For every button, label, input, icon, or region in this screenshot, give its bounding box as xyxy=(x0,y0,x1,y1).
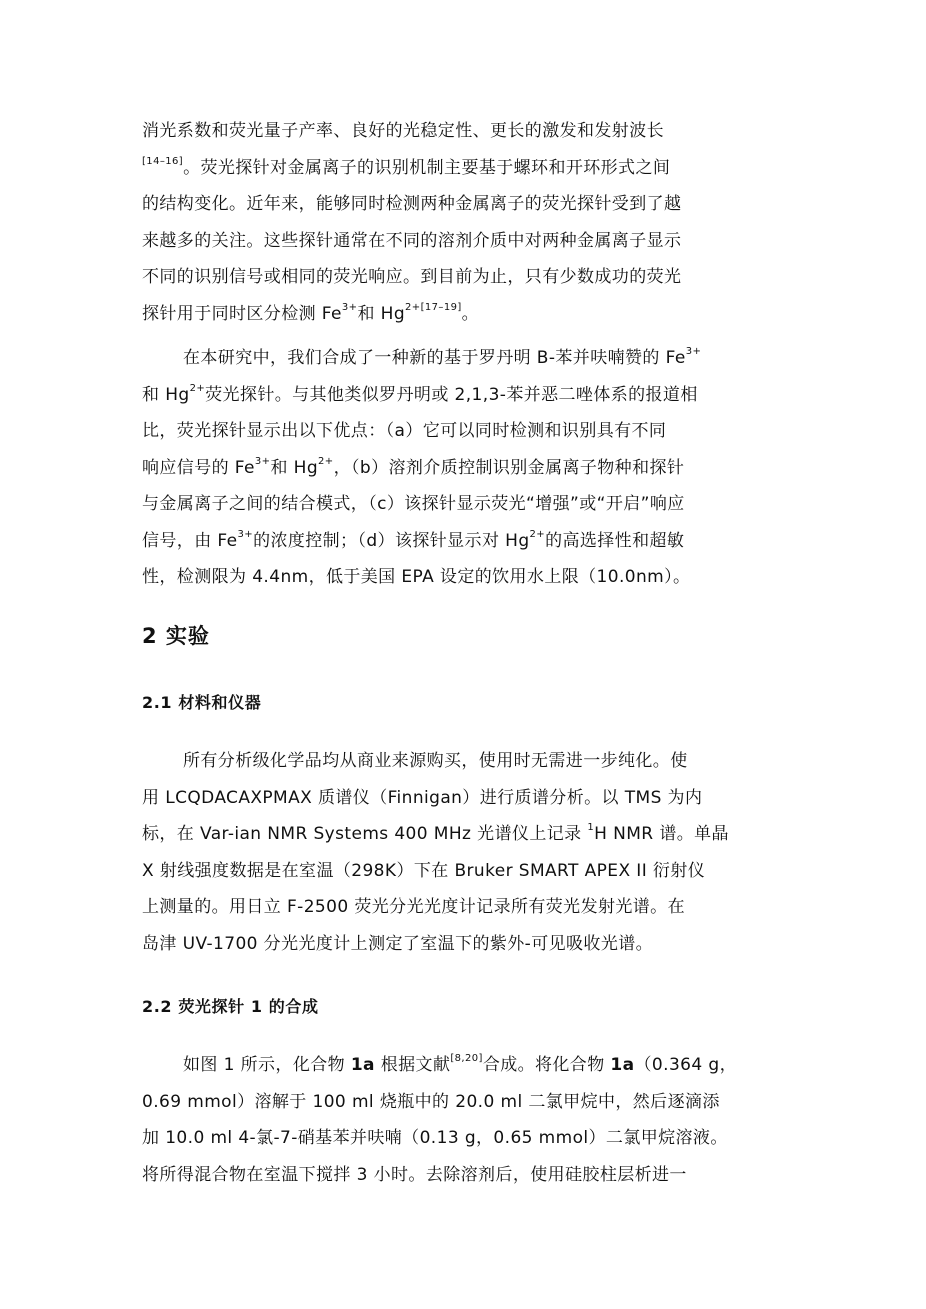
text-line: 不同的识别信号或相同的荧光响应。到目前为止，只有少数成功的荧光 xyxy=(142,267,682,287)
text-line: 所有分析级化学品均从商业来源购买，使用时无需进一步纯化。使 xyxy=(183,751,688,771)
text-line: 上测量的。用日立 F-2500 荧光分光光度计记录所有荧光发射光谱。在 xyxy=(142,897,685,917)
text-line: 和 $Hg^{2+}$荧光探针。与其他类似罗丹明或 2,1,3-苯并恶二唑体系的报道相 xyxy=(142,382,698,405)
text-line: 性，检测限为 4.4nm，低于美国 EPA 设定的饮用水上限（10.0nm）。 xyxy=(142,567,691,587)
section-heading: 2 实验 xyxy=(142,624,210,648)
citation-ref: [14–16] xyxy=(142,155,184,167)
text-line: 响应信号的 $Fe^{3+}$和 $Hg^{2+}$，（b）溶剂介质控制识别金属离子物种和探针 xyxy=(142,455,685,478)
text-line: 比，荧光探针显示出以下优点：（a）它可以同时检测和识别具有不同 xyxy=(142,421,667,441)
intro-paragraph-continued xyxy=(142,113,788,332)
text-line: 消光系数和荧光量子产率、良好的光稳定性、更长的激发和发射波长 xyxy=(142,121,664,141)
text-line: 将所得混合物在室温下搅拌 3 小时。去除溶剂后，使用硅胶柱层析进一 xyxy=(142,1164,687,1185)
synthesis-paragraph xyxy=(142,1047,788,1193)
text-line: 的结构变化。近年来，能够同时检测两种金属离子的荧光探针受到了越 xyxy=(142,194,682,214)
text-line: 岛津 UV-1700 分光光度计上测定了室温下的紫外-可见吸收光谱。 xyxy=(142,933,654,954)
text-line: 加 10.0 ml 4-氯-7-硝基苯并呋喃（0.13 g，0.65 mmol）二氯甲烷溶液。 xyxy=(142,1128,728,1148)
text-line: 探针用于同时区分检测 $Fe^{3+}$和 $Hg^{2+[17-19]}$。 xyxy=(142,301,480,324)
subsection-heading: 2.1 材料和仪器 xyxy=(142,693,262,712)
text-line: 与金属离子之间的结合模式，（c）该探针显示荧光“增强”或“开启”响应 xyxy=(142,494,685,514)
text-line: 标，在 Var-ian NMR Systems 400 MHz 光谱仪上记录 $^1$H NMR 谱。单晶 xyxy=(142,822,729,844)
materials-paragraph xyxy=(142,743,788,962)
text-line: 如图 1 所示，化合物 1a 根据文献[8,20]合成。将化合物 1a（0.364 g， xyxy=(183,1053,737,1075)
text-line: 在本研究中，我们合成了一种新的基于罗丹明 B-苯并呋喃赞的 $Fe^{3+}$ xyxy=(183,346,702,368)
citation-ref: [17–19] xyxy=(420,301,462,313)
text-line: [14–16]。荧光探针对金属离子的识别机制主要基于螺环和开环形式之间 xyxy=(142,155,671,178)
text-line: 信号，由 $Fe^{3+}$的浓度控制；（d）该探针显示对 $Hg^{2+}$的高选择性和超敏 xyxy=(142,528,685,551)
text-line: 用 LCQDACAXPMAX 质谱仪（Finnigan）进行质谱分析。以 TMS 为内 xyxy=(142,787,703,808)
citation-ref: [8,20] xyxy=(450,1053,483,1065)
intro-paragraph-2 xyxy=(142,340,788,596)
text-line: 来越多的关注。这些探针通常在不同的溶剂介质中对两种金属离子显示 xyxy=(142,230,682,251)
text-line: 0.69 mmol）溶解于 100 ml 烧瓶中的 20.0 ml 二氯甲烷中，然后逐滴添 xyxy=(142,1091,720,1112)
subsection-heading: 2.2 荧光探针 1 的合成 xyxy=(142,997,319,1016)
text-line: X 射线强度数据是在室温（298K）下在 Bruker SMART APEX II 衍射仪 xyxy=(142,860,706,881)
